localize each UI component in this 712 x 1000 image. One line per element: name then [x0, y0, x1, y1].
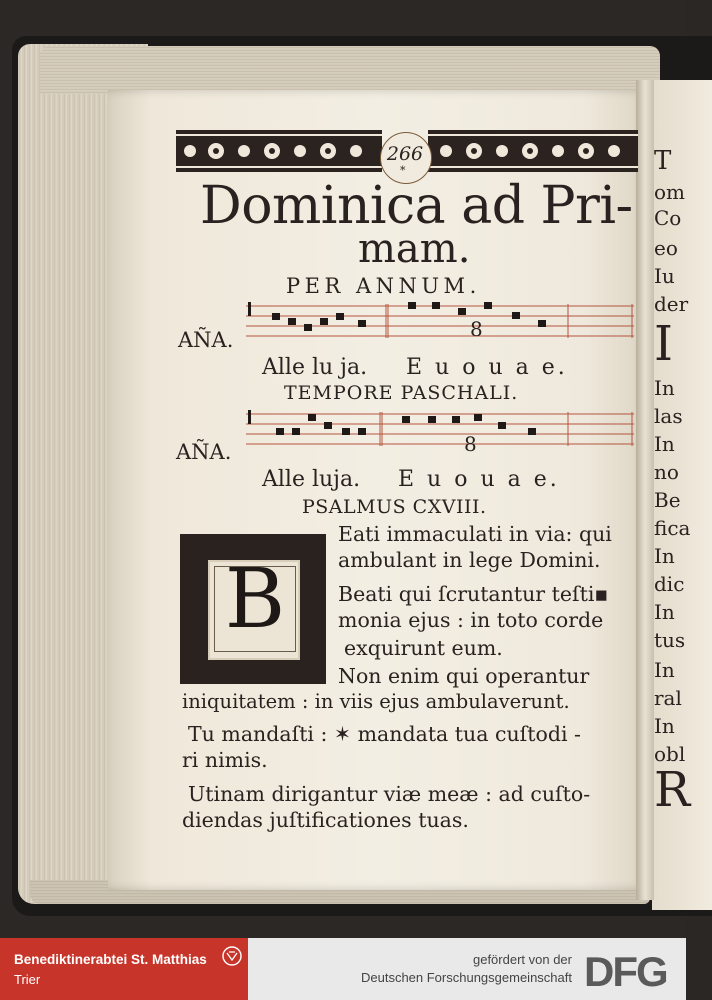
- institution-panel[interactable]: [0, 938, 248, 1000]
- abbey-logo-icon: [222, 946, 242, 966]
- text-line: Eati immaculati in via: qui: [338, 522, 612, 546]
- right-page-fragment: In: [654, 376, 675, 400]
- right-page-fragment: om: [654, 180, 686, 204]
- right-page-fragment: T: [654, 146, 672, 176]
- text-line: Tu mandaſti : ✶ mandata tua cuſtodi -: [188, 722, 581, 746]
- text-line: ri nimis.: [182, 748, 268, 772]
- text-line: ambulant in lege Domini.: [338, 548, 601, 572]
- right-page-fragment: obl: [654, 742, 686, 766]
- mode-number-1: 8: [470, 317, 483, 341]
- institution-city: Trier: [14, 972, 41, 987]
- text-line: diendas juſtificationes tuas.: [182, 808, 469, 832]
- title-line-1: Dominica ad Pri-: [200, 176, 633, 236]
- dfg-logo-text: DFG: [584, 948, 667, 995]
- right-page-fragment: Co: [654, 206, 682, 230]
- right-page-fragment: der: [654, 292, 689, 316]
- title-line-2: mam.: [358, 226, 471, 272]
- right-page-fragment: dic: [654, 572, 685, 596]
- chant-staff-1: [246, 302, 634, 342]
- right-page-fragment: Be: [654, 488, 681, 512]
- right-page-fragment: In: [654, 600, 675, 624]
- right-page-fragment: tus: [654, 628, 686, 652]
- sponsor-line-1: gefördert von der: [472, 952, 572, 967]
- mode-number-2: 8: [464, 432, 477, 456]
- heading-tempore-paschali: TEMPORE PASCHALI.: [284, 382, 519, 404]
- page-edges-top: [40, 46, 660, 94]
- footer-banner: [0, 938, 686, 1000]
- lyric-2a: Alle luja.: [262, 467, 361, 492]
- dfg-logo[interactable]: [582, 946, 678, 995]
- text-line: iniquitatem : in viis ejus ambulaverunt.: [182, 690, 570, 713]
- right-page-fragment: In: [654, 714, 675, 738]
- text-line: Utinam dirigantur viæ meæ : ad cuſto-: [188, 782, 591, 806]
- right-page-fragment: In: [654, 658, 675, 682]
- right-page-fragment: In: [654, 432, 675, 456]
- header-ornament-left-icon: [176, 130, 382, 172]
- right-page-fragment: eo: [654, 236, 678, 260]
- right-page-fragment: no: [654, 460, 679, 484]
- right-page-fragment: R: [654, 762, 691, 818]
- right-page-fragment: fica: [654, 516, 691, 540]
- lyric-1a: Alle lu ja.: [262, 355, 368, 380]
- text-line: Non enim qui operantur: [338, 664, 590, 688]
- page-number-mark: *: [400, 164, 406, 177]
- antiphon-label-2: AÑA.: [176, 440, 232, 464]
- initial-letter: B: [224, 552, 286, 647]
- heading-per-annum: PER ANNUM.: [286, 274, 481, 298]
- right-page-fragment: In: [654, 544, 675, 568]
- institution-name: Benediktinerabtei St. Matthias: [14, 952, 207, 967]
- header-ornament-right-icon: [428, 130, 638, 172]
- right-page-fragment: Iu: [654, 264, 675, 288]
- book-gutter: [636, 80, 654, 900]
- page-number: 266: [386, 143, 424, 165]
- antiphon-label-1: AÑA.: [178, 328, 234, 352]
- sponsor-line-2: Deutschen Forschungsgemeinschaft: [360, 970, 572, 985]
- text-line: monia ejus : in toto corde: [338, 608, 604, 632]
- right-page-fragment: I: [654, 316, 673, 372]
- chant-staff-2: [246, 410, 634, 450]
- text-line: Beati qui ſcrutantur teſti▪: [338, 582, 609, 606]
- right-page-fragment: las: [654, 404, 683, 428]
- heading-psalm: PSALMUS CXVIII.: [302, 496, 487, 518]
- right-page-fragment: ral: [654, 686, 682, 710]
- text-line: exquirunt eum.: [344, 636, 503, 660]
- lyric-2b: E u o u a e.: [398, 467, 560, 492]
- lyric-1b: E u o u a e.: [406, 355, 568, 380]
